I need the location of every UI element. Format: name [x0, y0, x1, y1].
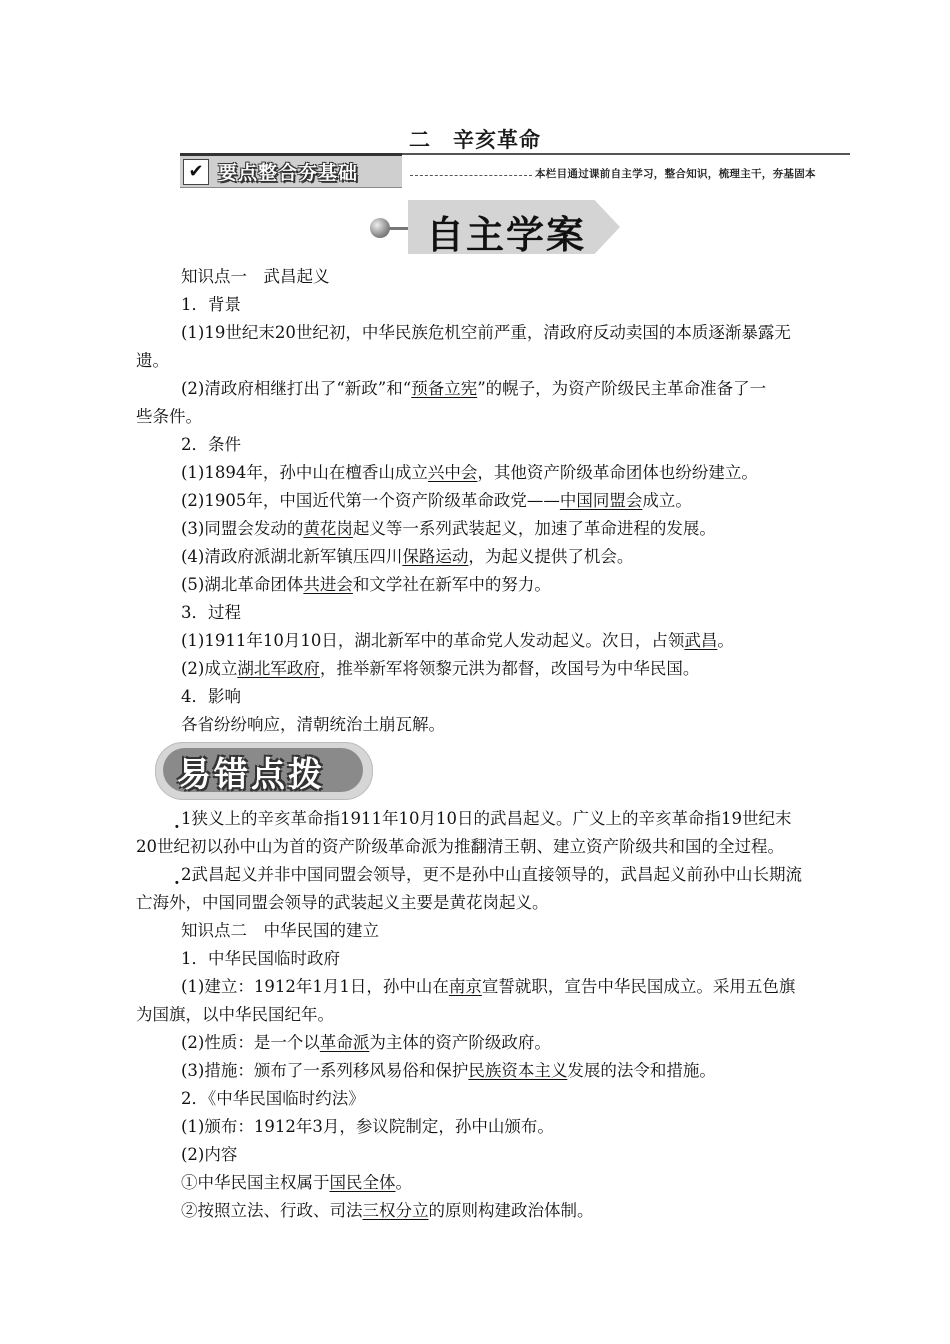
subheading: 2．条件 — [181, 435, 241, 454]
lesson-title: 二 辛亥革命 — [409, 128, 541, 152]
section-heading: 知识点二 中华民国的建立 — [181, 921, 379, 940]
banner-label: 要点整合夯基础 — [218, 162, 359, 184]
key-term: 黄花岗 — [303, 519, 353, 538]
error-tips-title: 易错点拨 — [177, 755, 325, 795]
text-line: (3)措施：颁布了一系列移风易俗和保护民族资本主义发展的法令和措施。 — [181, 1061, 716, 1080]
text-line: (2)成立湖北军政府，推举新军将领黎元洪为都督，改国号为中华民国。 — [181, 659, 700, 678]
text-line: 遗。 — [136, 351, 169, 370]
subheading: 4．影响 — [181, 687, 241, 706]
key-term: 武昌 — [684, 631, 718, 650]
key-term: 南京 — [448, 977, 482, 996]
key-term: 共进会 — [303, 575, 353, 594]
text-line: . 2武昌起义并非中国同盟会领导，更不是孙中山直接领导的，武昌起义前孙中山长期流 — [181, 864, 865, 886]
self-study-title: 自主学案 — [426, 213, 587, 257]
text-line: ①中华民国主权属于国民全体。 — [181, 1173, 412, 1192]
self-study-heading — [370, 198, 625, 258]
bullet-ball-icon — [370, 218, 390, 238]
key-term: 革命派 — [319, 1033, 370, 1052]
text-line: 亡海外，中国同盟会领导的武装起义主要是黄花岗起义。 — [136, 893, 549, 912]
text-line: 些条件。 — [136, 407, 202, 426]
text-line: 各省纷纷响应，清朝统治土崩瓦解。 — [181, 715, 445, 734]
subheading: 3．过程 — [181, 603, 241, 622]
subheading: 2．《中华民国临时约法》 — [181, 1089, 365, 1108]
text-line: (3)同盟会发动的黄花岗起义等一系列武装起义，加速了革命进程的发展。 — [181, 519, 716, 538]
text-line: (1)1894年，孙中山在檀香山成立兴中会，其他资产阶级革命团体也纷纷建立。 — [181, 463, 758, 482]
text-line: 20世纪初以孙中山为首的资产阶级革命派为推翻清王朝、建立资产阶级共和国的全过程。 — [136, 837, 784, 856]
text-line: (2)清政府相继打出了“新政”和“预备立宪”的幌子，为资产阶级民主革命准备了一 — [181, 379, 767, 398]
key-term: 保路运动 — [402, 547, 469, 566]
subheading: 1．中华民国临时政府 — [181, 949, 340, 968]
key-term: 中国同盟会 — [559, 491, 643, 510]
banner-label-box — [180, 153, 402, 188]
tip-number: . 1 — [181, 808, 192, 830]
key-term: 民族资本主义 — [468, 1061, 568, 1080]
text-line: (1)1911年10月10日，湖北新军中的革命党人发动起义。次日，占领武昌。 — [181, 631, 734, 650]
section-heading: 知识点一 武昌起义 — [181, 267, 330, 286]
error-tips-heading — [155, 742, 373, 800]
subheading: 1．背景 — [181, 295, 241, 314]
checkmark-icon: ✔ — [183, 159, 209, 185]
key-term: 国民全体 — [329, 1173, 396, 1192]
text-line: (1)颁布：1912年3月，参议院制定，孙中山颁布。 — [181, 1117, 554, 1136]
text-line: (4)清政府派湖北新军镇压四川保路运动，为起义提供了机会。 — [181, 547, 634, 566]
text-line: (2)性质：是一个以革命派为主体的资产阶级政府。 — [181, 1033, 551, 1052]
text-line: (1)19世纪末20世纪初，中华民族危机空前严重，清政府反动卖国的本质逐渐暴露无 — [181, 323, 791, 342]
banner-note: 本栏目通过课前自主学习，整合知识，梳理主干，夯基固本 — [535, 168, 816, 180]
key-term: 湖北军政府 — [237, 659, 320, 678]
key-term: 三权分立 — [362, 1201, 429, 1220]
text-line: (2)内容 — [181, 1145, 238, 1164]
text-line: (1)建立：1912年1月1日，孙中山在南京宣誓就职，宣告中华民国成立。采用五色旗 — [181, 977, 796, 996]
tip-number: . 2 — [181, 864, 192, 886]
text-line: ②按照立法、行政、司法三权分立的原则构建政治体制。 — [181, 1201, 594, 1220]
text-line: (2)1905年，中国近代第一个资产阶级革命政党——中国同盟会成立。 — [181, 491, 692, 510]
text-line: (5)湖北革命团体共进会和文学社在新军中的努力。 — [181, 575, 551, 594]
text-line: . 1狭义上的辛亥革命指1911年10月10日的武昌起义。广义上的辛亥革命指19世纪末 — [181, 808, 865, 830]
section-banner — [180, 153, 850, 189]
banner-rule — [402, 153, 850, 155]
key-term: 兴中会 — [427, 463, 478, 482]
text-line: 为国旗，以中华民国纪年。 — [136, 1005, 334, 1024]
heading-connector — [388, 227, 410, 230]
banner-dashed-line — [410, 175, 532, 176]
key-term: 预备立宪 — [411, 379, 478, 398]
